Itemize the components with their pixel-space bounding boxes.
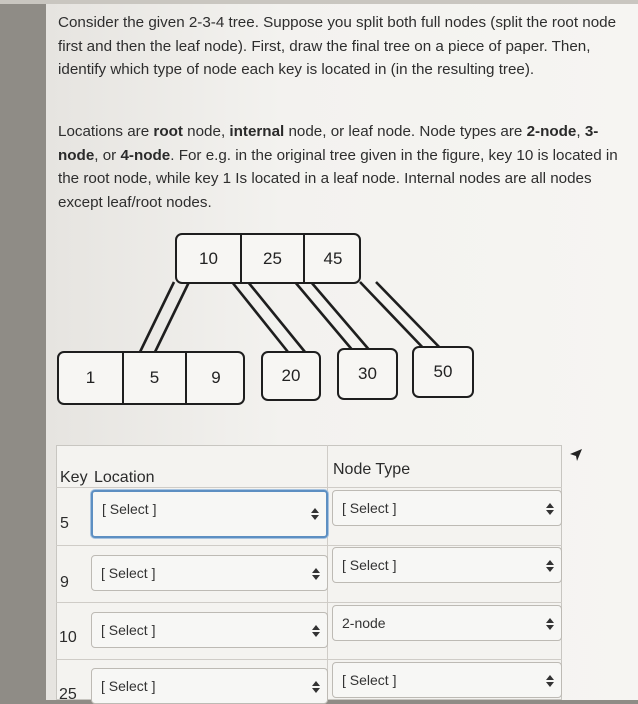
type-select-key-25[interactable]: [ Select ] xyxy=(332,662,562,698)
leaf-key-9: 9 xyxy=(185,353,245,403)
bold-internal: internal xyxy=(229,123,285,140)
root-key-25: 25 xyxy=(240,235,303,282)
tree-root-node xyxy=(175,233,361,284)
bold-4-node: 4-node xyxy=(120,146,171,164)
root-key-10: 10 xyxy=(199,248,218,268)
select-arrows-icon xyxy=(546,503,554,515)
tree-leaf-node-2 xyxy=(261,351,321,401)
leaf-key-1: 1 xyxy=(85,368,96,387)
question-paragraph-1: Consider the given 2-3-4 tree. Suppose you split both full nodes (split the root node first and then the leaf node). First, draw the final tree on a piece of paper. Then, identify which type of node each key is located in (in the resulting tree). xyxy=(58,14,617,78)
table-row-key: 9 xyxy=(60,574,69,591)
select-arrows-icon xyxy=(546,560,554,572)
leaf-key-30: 30 xyxy=(358,364,377,383)
select-arrows-icon xyxy=(312,681,320,693)
table-row-key: 25 xyxy=(59,686,77,703)
select-arrows-icon xyxy=(312,625,320,637)
leaf-key-5: 5 xyxy=(122,353,185,403)
leaf-key-20: 20 xyxy=(281,366,301,385)
bold-2-node: 2-node xyxy=(526,123,577,140)
table-row-divider xyxy=(56,487,562,488)
header-location: Location xyxy=(94,469,155,486)
select-arrows-icon xyxy=(546,618,554,630)
location-select-key-10[interactable]: [ Select ] xyxy=(91,612,328,648)
table-row-divider xyxy=(56,602,562,603)
tree-leaf-node-1 xyxy=(57,351,245,405)
select-arrows-icon xyxy=(311,508,319,520)
tree-leaf-node-3 xyxy=(337,348,398,400)
table-row-key: 10 xyxy=(59,629,77,646)
header-key: Key xyxy=(60,469,88,486)
leaf-key-50: 50 xyxy=(433,362,453,381)
type-select-key-10[interactable]: 2-node xyxy=(332,605,562,641)
table-row-divider xyxy=(56,659,562,660)
bold-root: root xyxy=(153,123,183,140)
location-select-key-5[interactable]: [ Select ] xyxy=(91,490,328,538)
select-arrows-icon xyxy=(546,675,554,687)
select-arrows-icon xyxy=(312,568,320,580)
location-select-key-25[interactable]: [ Select ] xyxy=(91,668,328,704)
root-key-45: 45 xyxy=(303,235,361,282)
question-paragraph-2: Locations are root node, internal node, or leaf node. Node types are 2-node, 3-node, or 4-node. For e.g. in the original tree given in the figure, key 10 is located in the root node, while key 1 Is located in a leaf node. Internal nodes are all nodes except leaf/root nodes. xyxy=(58,123,618,211)
header-node-type: Node Type xyxy=(333,461,411,478)
table-row-key: 5 xyxy=(60,515,69,532)
bold-3-node: 3-node xyxy=(58,123,599,164)
type-select-key-5[interactable]: [ Select ] xyxy=(332,490,562,526)
type-select-key-9[interactable]: [ Select ] xyxy=(332,547,562,583)
table-row-divider xyxy=(56,545,562,546)
tree-leaf-node-4 xyxy=(412,346,474,398)
location-select-key-9[interactable]: [ Select ] xyxy=(91,555,328,591)
mouse-pointer-icon xyxy=(569,448,583,462)
